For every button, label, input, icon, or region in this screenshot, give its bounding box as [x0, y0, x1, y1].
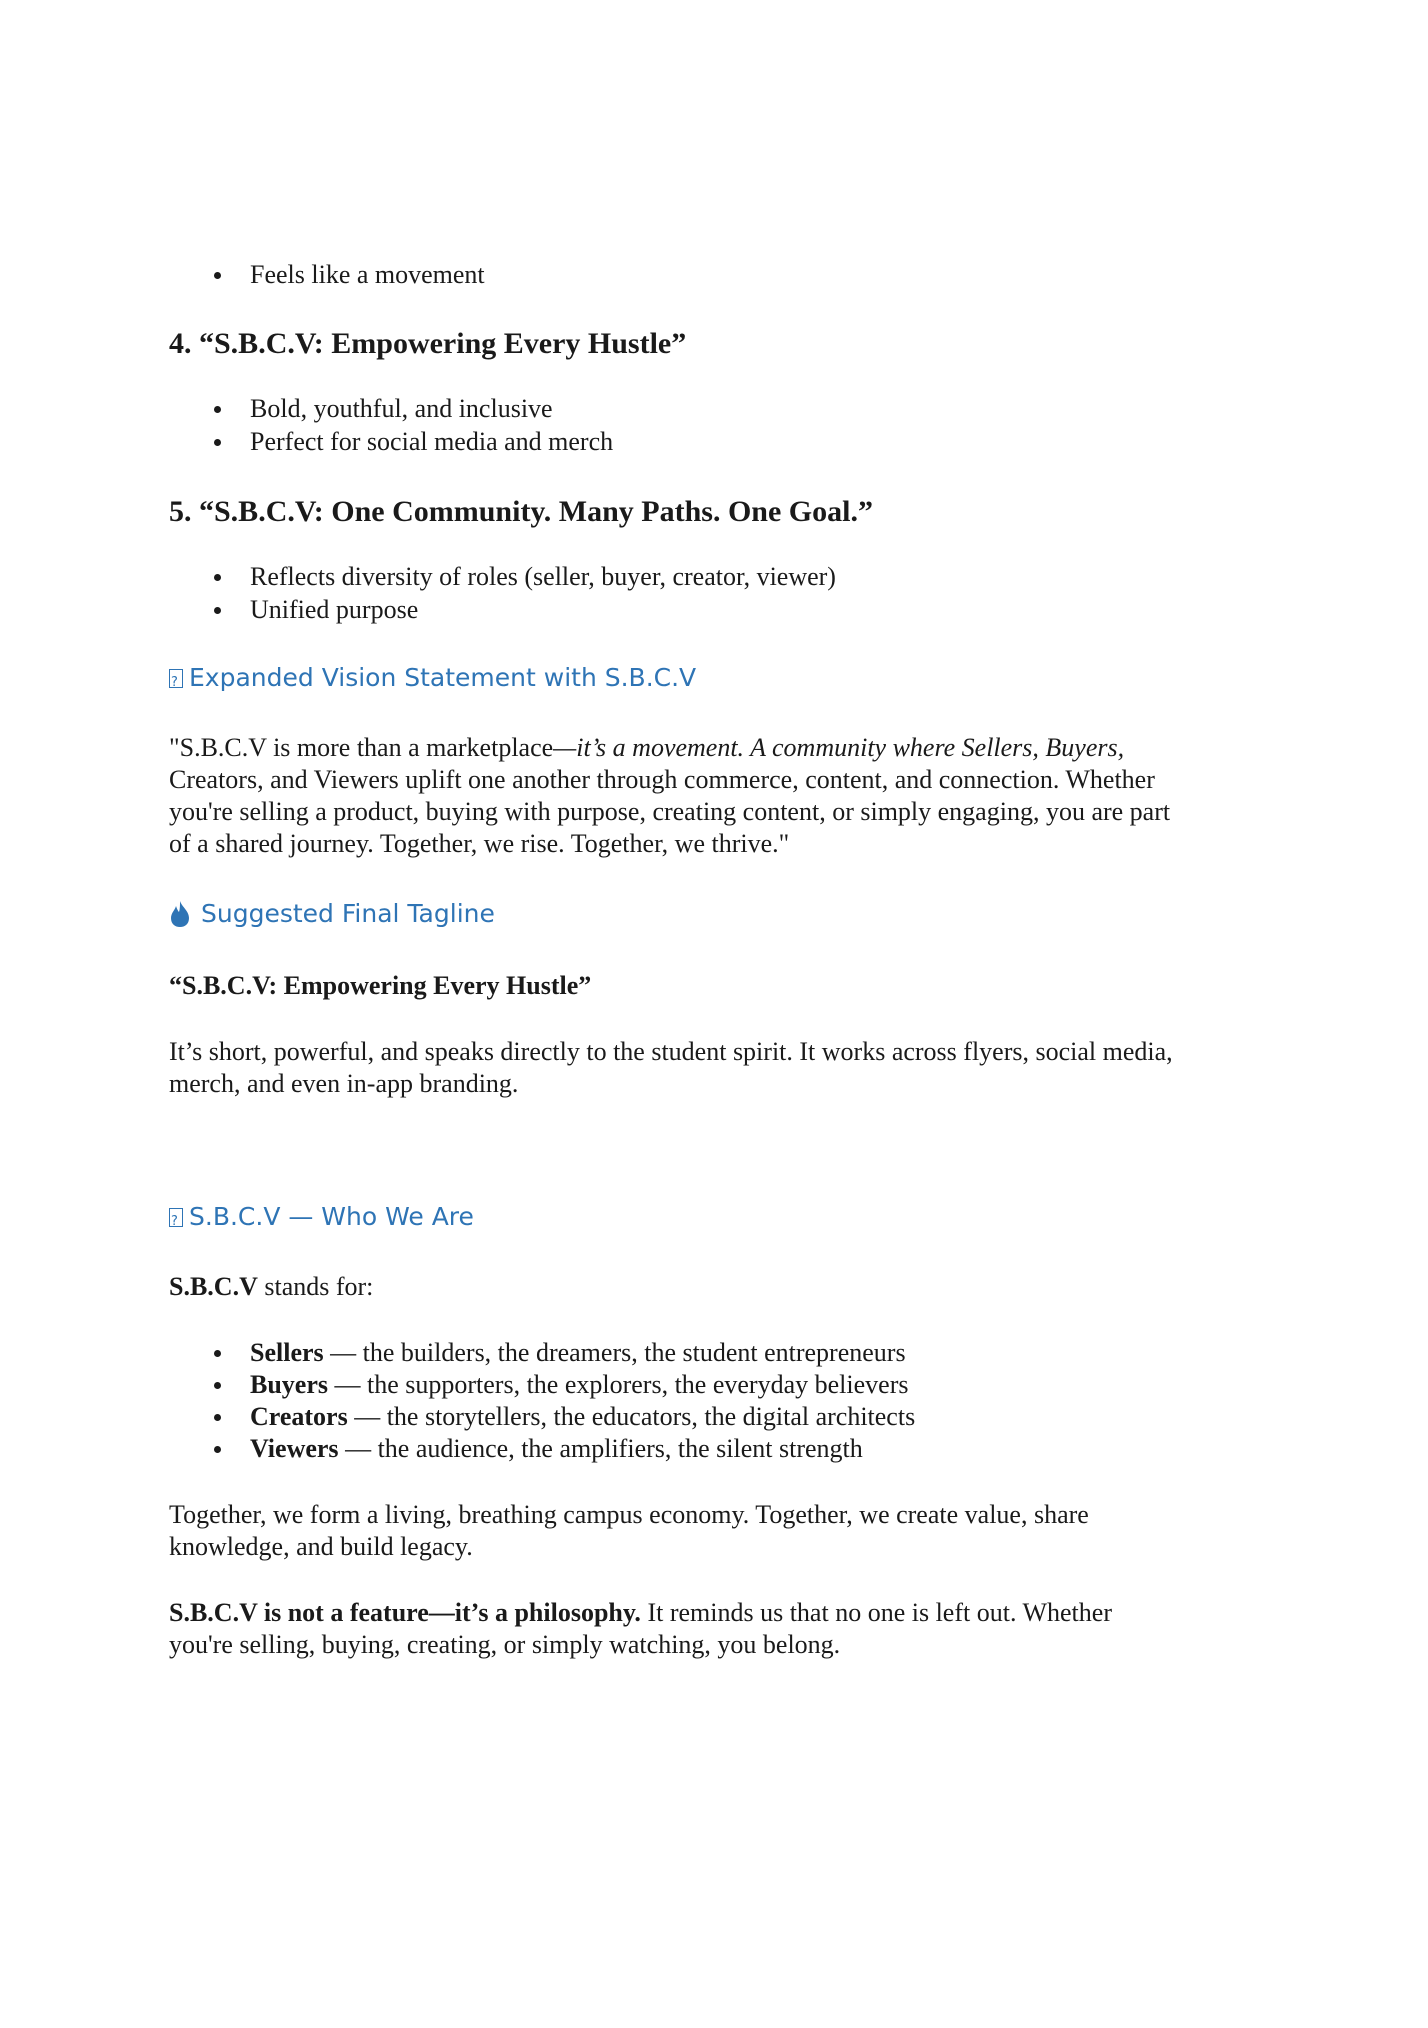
philosophy-line-1: [169, 1597, 1112, 1629]
vision-line-3: you're selling a product, buying with purpose, creating content, or simply engaging, you are part: [169, 797, 1171, 826]
bullet-dot: [214, 607, 221, 614]
list-item-text: [250, 1369, 908, 1401]
bullet-dot: [214, 406, 221, 413]
list-item-text: Perfect for social media and merch: [250, 427, 614, 456]
who-heading: [169, 1201, 474, 1233]
section-4-heading: 4. “S.B.C.V: Empowering Every Hustle”: [169, 327, 687, 360]
bullet-dot: [214, 439, 221, 446]
role-name: Viewers: [250, 1434, 339, 1463]
bullet-dot: [214, 1414, 221, 1421]
role-desc: — the audience, the amplifiers, the silent strength: [338, 1434, 863, 1463]
list-item-text: [250, 1401, 915, 1433]
philosophy-bold: S.B.C.V is not a feature—it’s a philosophy.: [169, 1598, 641, 1627]
vision-heading: [169, 662, 696, 694]
who-intro-rest: stands for:: [257, 1272, 374, 1301]
missing-glyph-icon: [169, 1208, 183, 1227]
tagline-title: “S.B.C.V: Empowering Every Hustle”: [169, 971, 592, 1000]
list-item-text: Feels like a movement: [250, 260, 485, 289]
role-desc: — the builders, the dreamers, the student entrepreneurs: [323, 1338, 906, 1367]
bullet-dot: [214, 1350, 221, 1357]
role-name: Sellers: [250, 1338, 324, 1367]
flame-icon: [169, 900, 191, 928]
bullet-dot: [214, 1446, 221, 1453]
vision-heading-text: Expanded Vision Statement with S.B.C.V: [189, 663, 697, 692]
vision-line-1-italic: —it’s a movement. A community where Sellers, Buyers,: [553, 733, 1125, 762]
role-name: Creators: [250, 1402, 348, 1431]
together-line-1: Together, we form a living, breathing campus economy. Together, we create value, share: [169, 1500, 1089, 1529]
tagline-line-2: merch, and even in-app branding.: [169, 1069, 519, 1098]
tagline-heading-text: Suggested Final Tagline: [201, 899, 495, 928]
vision-line-2: Creators, and Viewers uplift one another through commerce, content, and connection. Whether: [169, 765, 1155, 794]
list-item-text: Bold, youthful, and inclusive: [250, 394, 553, 423]
section-5-heading: 5. “S.B.C.V: One Community. Many Paths. One Goal.”: [169, 495, 873, 528]
who-intro: [169, 1271, 373, 1303]
role-desc: — the storytellers, the educators, the digital architects: [347, 1402, 916, 1431]
vision-line-1: [169, 732, 1124, 764]
vision-line-4: of a shared journey. Together, we rise. Together, we thrive.": [169, 829, 790, 858]
vision-line-1-plain: "S.B.C.V is more than a marketplace: [169, 733, 554, 762]
bullet-dot: [214, 272, 221, 279]
together-line-2: knowledge, and build legacy.: [169, 1532, 473, 1561]
tagline-line-1: It’s short, powerful, and speaks directly to the student spirit. It works across flyers, social media,: [169, 1037, 1173, 1066]
bullet-dot: [214, 574, 221, 581]
bullet-dot: [214, 1382, 221, 1389]
missing-glyph-icon: [169, 669, 183, 688]
philosophy-line-2: you're selling, buying, creating, or simply watching, you belong.: [169, 1630, 841, 1659]
who-intro-bold: S.B.C.V: [169, 1272, 258, 1301]
role-name: Buyers: [250, 1370, 328, 1399]
tagline-heading: [169, 898, 495, 930]
list-item-text: Reflects diversity of roles (seller, buyer, creator, viewer): [250, 562, 836, 591]
list-item-text: Unified purpose: [250, 595, 419, 624]
list-item-text: [250, 1433, 863, 1465]
role-desc: — the supporters, the explorers, the everyday believers: [328, 1370, 909, 1399]
philosophy-rest: It reminds us that no one is left out. Whether: [640, 1598, 1112, 1627]
list-item-text: [250, 1337, 906, 1369]
who-heading-text: S.B.C.V — Who We Are: [189, 1202, 474, 1231]
